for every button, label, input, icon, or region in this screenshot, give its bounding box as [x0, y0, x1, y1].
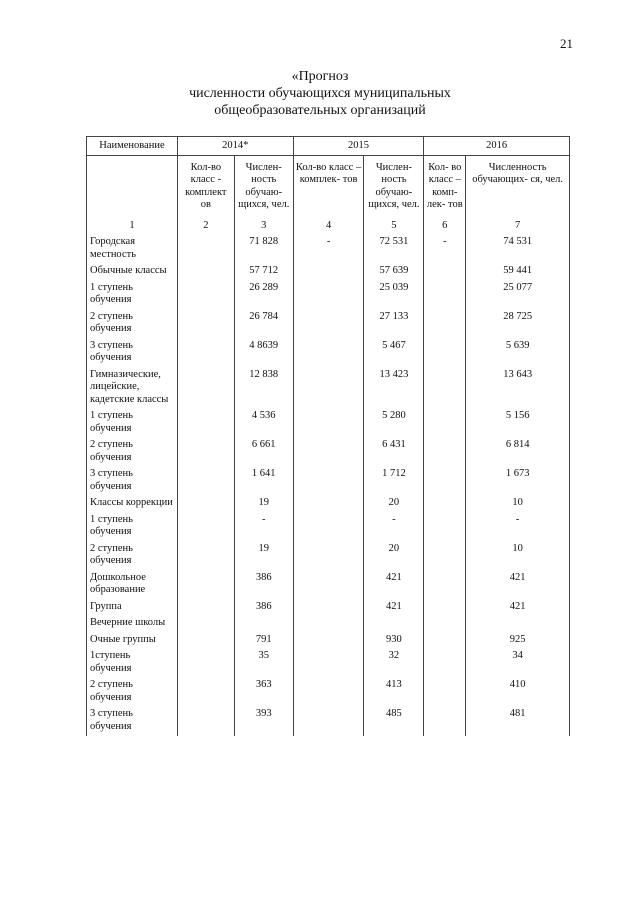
table-cell: 925	[466, 633, 570, 650]
table-cell: 393	[234, 707, 293, 736]
table-cell: -	[293, 235, 364, 264]
column-number: 4	[293, 216, 364, 236]
table-row	[87, 467, 570, 496]
table-cell: 791	[234, 633, 293, 650]
table-cell: 25 039	[364, 281, 424, 310]
table-cell	[293, 571, 364, 600]
row-label: Группа	[87, 600, 178, 617]
table-cell: 410	[466, 678, 570, 707]
document-title	[0, 68, 640, 119]
table-cell: 12 838	[234, 368, 293, 410]
table-cell	[293, 368, 364, 410]
column-number: 3	[234, 216, 293, 236]
table-cell	[177, 542, 234, 571]
column-number-row	[87, 216, 570, 236]
table-cell	[293, 649, 364, 678]
table-cell	[177, 571, 234, 600]
table-cell	[424, 409, 466, 438]
table-cell: 25 077	[466, 281, 570, 310]
table-row	[87, 235, 570, 264]
column-number: 6	[424, 216, 466, 236]
subheader-2014-students: Числен- ность обучаю- щихся, чел.	[234, 155, 293, 216]
table-cell	[293, 496, 364, 513]
table-cell: 4 8639	[234, 339, 293, 368]
table-cell	[293, 707, 364, 736]
table-row	[87, 513, 570, 542]
table-row	[87, 310, 570, 339]
subheader-2016-classes: Кол- во класс – комп- лек- тов	[424, 155, 466, 216]
table-cell	[293, 281, 364, 310]
table-cell: 1 712	[364, 467, 424, 496]
table-cell: 1 673	[466, 467, 570, 496]
title-line-1: «Прогноз	[291, 69, 349, 84]
table-row	[87, 707, 570, 736]
table-cell: 28 725	[466, 310, 570, 339]
table-row	[87, 678, 570, 707]
table-cell: 19	[234, 496, 293, 513]
table-row	[87, 571, 570, 600]
table-row	[87, 368, 570, 410]
table-cell: 5 156	[466, 409, 570, 438]
subheader-2016-students: Численность обучающих- ся, чел.	[466, 155, 570, 216]
row-label: 1 ступень обучения	[87, 513, 178, 542]
table-cell: 13 423	[364, 368, 424, 410]
table-cell: 10	[466, 496, 570, 513]
table-cell	[364, 616, 424, 633]
table-cell	[424, 438, 466, 467]
table-cell	[293, 600, 364, 617]
row-label: 3 ступень обучения	[87, 467, 178, 496]
table-cell	[424, 310, 466, 339]
table-cell: -	[466, 513, 570, 542]
table-cell: 481	[466, 707, 570, 736]
row-label: 2 ступень обучения	[87, 542, 178, 571]
table-cell	[293, 467, 364, 496]
table-cell	[424, 513, 466, 542]
table-cell: 485	[364, 707, 424, 736]
table-cell: 4 536	[234, 409, 293, 438]
table-cell	[293, 513, 364, 542]
table-cell	[177, 513, 234, 542]
table-cell	[424, 281, 466, 310]
table-cell	[424, 496, 466, 513]
table-cell	[293, 438, 364, 467]
table-cell	[293, 264, 364, 281]
table-cell: 5 639	[466, 339, 570, 368]
table-cell: 5 280	[364, 409, 424, 438]
header-year-2016: 2016	[424, 137, 570, 156]
page-number: 21	[560, 36, 573, 51]
table-cell	[424, 707, 466, 736]
table-cell	[177, 678, 234, 707]
table-cell	[177, 707, 234, 736]
row-label: Вечерние школы	[87, 616, 178, 633]
table-cell	[424, 649, 466, 678]
table-cell: 59 441	[466, 264, 570, 281]
row-label: 1ступень обучения	[87, 649, 178, 678]
row-label: Дошкольное образование	[87, 571, 178, 600]
table-cell	[466, 616, 570, 633]
table-cell	[424, 600, 466, 617]
table-cell: -	[424, 235, 466, 264]
subheader-2014-classes: Кол-во класс - комплект ов	[177, 155, 234, 216]
table-cell	[293, 633, 364, 650]
table-cell: 32	[364, 649, 424, 678]
table-cell: 421	[364, 600, 424, 617]
table-cell: 57 639	[364, 264, 424, 281]
table-cell	[177, 496, 234, 513]
header-blank	[87, 155, 178, 216]
table-cell	[177, 600, 234, 617]
table-cell	[293, 310, 364, 339]
table-cell	[177, 264, 234, 281]
subheader-2015-classes: Кол-во класс – комплек- тов	[293, 155, 364, 216]
subheader-2015-students: Числен- ность обучаю- щихся, чел.	[364, 155, 424, 216]
table-cell	[293, 409, 364, 438]
table-cell	[177, 368, 234, 410]
table-cell	[424, 571, 466, 600]
table-cell	[424, 678, 466, 707]
table-cell	[293, 616, 364, 633]
table-cell: 71 828	[234, 235, 293, 264]
table-cell: 5 467	[364, 339, 424, 368]
table-cell	[177, 310, 234, 339]
table-cell	[177, 467, 234, 496]
table-cell: 6 814	[466, 438, 570, 467]
table-row	[87, 281, 570, 310]
table-cell: 20	[364, 542, 424, 571]
row-label: Классы коррекции	[87, 496, 178, 513]
table-cell	[177, 339, 234, 368]
table-cell: 74 531	[466, 235, 570, 264]
table-cell: 930	[364, 633, 424, 650]
table-cell: 27 133	[364, 310, 424, 339]
table-cell: 6 431	[364, 438, 424, 467]
table-cell: 421	[364, 571, 424, 600]
row-label: Городская местность	[87, 235, 178, 264]
table-row	[87, 496, 570, 513]
table-cell: 57 712	[234, 264, 293, 281]
header-year-2014: 2014*	[177, 137, 293, 156]
table-cell	[177, 281, 234, 310]
table-cell: -	[364, 513, 424, 542]
table-cell	[177, 438, 234, 467]
table-cell: 72 531	[364, 235, 424, 264]
table-row	[87, 616, 570, 633]
row-label: Гимназические, лицейские, кадетские классы	[87, 368, 178, 410]
table-row	[87, 409, 570, 438]
table-row	[87, 264, 570, 281]
row-label: 1 ступень обучения	[87, 409, 178, 438]
table-cell: 413	[364, 678, 424, 707]
column-number: 2	[177, 216, 234, 236]
table-cell	[293, 678, 364, 707]
table-cell: 26 784	[234, 310, 293, 339]
table-cell	[177, 633, 234, 650]
table-cell: -	[234, 513, 293, 542]
title-line-2: численности обучающихся муниципальных	[189, 86, 451, 101]
row-label: Обычные классы	[87, 264, 178, 281]
table-cell	[424, 264, 466, 281]
header-year-2015: 2015	[293, 137, 424, 156]
table-cell: 6 661	[234, 438, 293, 467]
table-cell	[424, 368, 466, 410]
table-cell	[177, 235, 234, 264]
table-cell	[424, 633, 466, 650]
table-cell	[177, 649, 234, 678]
table-row	[87, 542, 570, 571]
table-cell: 13 643	[466, 368, 570, 410]
table-cell	[424, 542, 466, 571]
table-row	[87, 649, 570, 678]
table-cell: 19	[234, 542, 293, 571]
row-label: 1 ступень обучения	[87, 281, 178, 310]
table-cell: 34	[466, 649, 570, 678]
title-line-3: общеобразовательных организаций	[214, 103, 426, 118]
table-cell	[424, 616, 466, 633]
table-row	[87, 438, 570, 467]
row-label: 3 ступень обучения	[87, 339, 178, 368]
table-row	[87, 600, 570, 617]
table-row	[87, 633, 570, 650]
forecast-table	[86, 136, 570, 736]
column-number: 7	[466, 216, 570, 236]
table-cell	[177, 409, 234, 438]
row-label: 2 ступень обучения	[87, 310, 178, 339]
table-cell: 421	[466, 600, 570, 617]
row-label: Очные группы	[87, 633, 178, 650]
table-cell	[424, 467, 466, 496]
table-cell: 26 289	[234, 281, 293, 310]
table-cell: 20	[364, 496, 424, 513]
header-name: Наименование	[87, 137, 178, 156]
table-cell: 1 641	[234, 467, 293, 496]
table-cell: 386	[234, 600, 293, 617]
table-row	[87, 339, 570, 368]
table-cell	[424, 339, 466, 368]
table-cell: 10	[466, 542, 570, 571]
table-cell: 386	[234, 571, 293, 600]
row-label: 3 ступень обучения	[87, 707, 178, 736]
row-label: 2 ступень обучения	[87, 678, 178, 707]
row-label: 2 ступень обучения	[87, 438, 178, 467]
table-cell	[293, 542, 364, 571]
table-cell: 421	[466, 571, 570, 600]
column-number: 1	[87, 216, 178, 236]
table-cell	[234, 616, 293, 633]
table-cell	[293, 339, 364, 368]
table-cell: 363	[234, 678, 293, 707]
table-cell	[177, 616, 234, 633]
table-cell: 35	[234, 649, 293, 678]
column-number: 5	[364, 216, 424, 236]
